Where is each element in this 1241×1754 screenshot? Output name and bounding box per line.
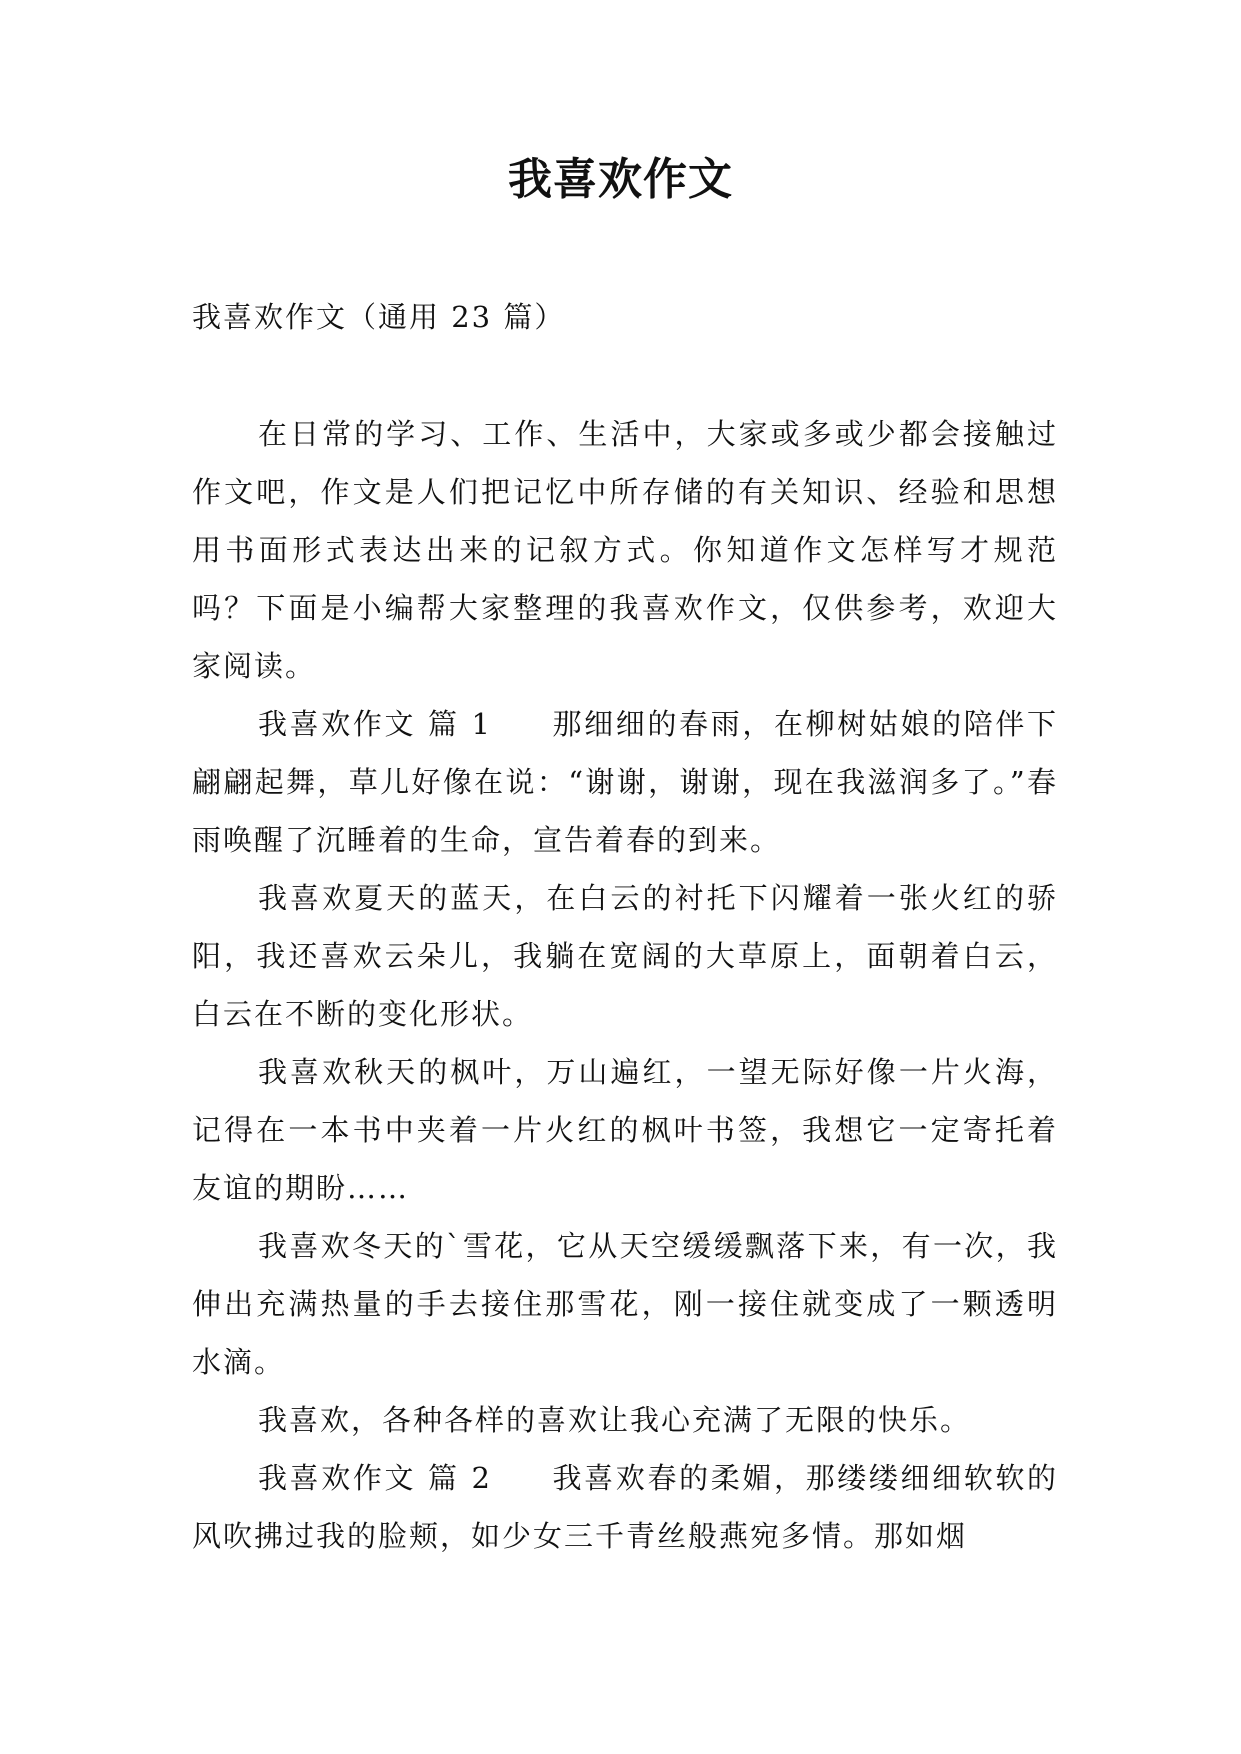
essay-1-text: 那细细的春雨，在柳树姑娘的陪伴下翩翩起舞，草儿好像在说：“谢谢，谢谢，现在我滋润多了。”春雨唤醒了沉睡着的生命，宣告着春的到来。	[192, 707, 1058, 857]
essay-1-summer-paragraph: 我喜欢夏天的蓝天，在白云的衬托下闪耀着一张火红的骄阳，我还喜欢云朵儿，我躺在宽阔的大草原上，面朝着白云，白云在不断的变化形状。	[192, 881, 1058, 1031]
essay-1-heading: 我喜欢作文 篇 1	[258, 707, 492, 741]
document-title: 我喜欢作文	[508, 154, 733, 205]
intro-paragraph: 在日常的学习、工作、生活中，大家或多或少都会接触过作文吧，作文是人们把记忆中所存储的有关知识、经验和思想用书面形式表达出来的记叙方式。你知道作文怎样写才规范吗？下面是小编帮大家整理的我喜欢作文，仅供参考，欢迎大家阅读。	[192, 417, 1058, 683]
essay-1-autumn-paragraph: 我喜欢秋天的枫叶，万山遍红，一望无际好像一片火海，记得在一本书中夹着一片火红的枫叶书签，我想它一定寄托着友谊的期盼……	[192, 1055, 1058, 1205]
document-body	[192, 405, 1058, 1565]
essay-1-closing-paragraph: 我喜欢，各种各样的喜欢让我心充满了无限的快乐。	[258, 1403, 972, 1437]
essay-2-heading: 我喜欢作文 篇 2	[258, 1461, 492, 1495]
essay-1-winter-paragraph: 我喜欢冬天的`雪花，它从天空缓缓飘落下来，有一次，我伸出充满热量的手去接住那雪花，刚一接住就变成了一颗透明水滴。	[192, 1229, 1058, 1379]
essay-1-first-paragraph	[192, 695, 1058, 869]
document-subtitle: 我喜欢作文（通用 23 篇）	[192, 300, 566, 334]
essay-2-first-paragraph	[192, 1449, 1058, 1565]
essay-2-text: 我喜欢春的柔媚，那缕缕细细软软的风吹拂过我的脸颊，如少女三千青丝般燕宛多情。那如烟	[192, 1461, 1058, 1553]
